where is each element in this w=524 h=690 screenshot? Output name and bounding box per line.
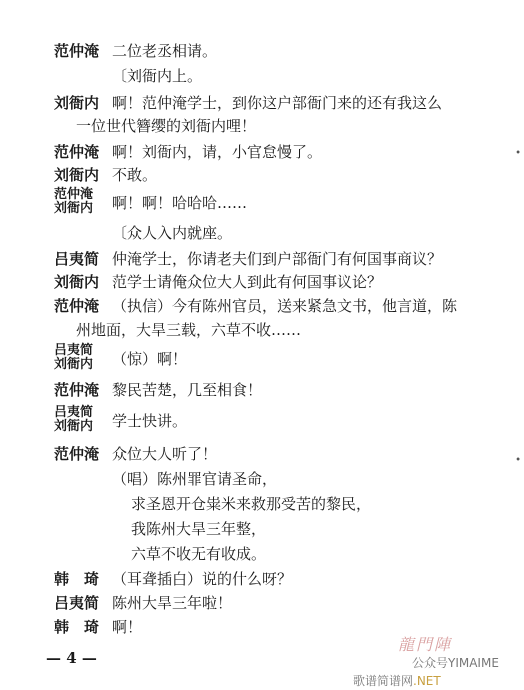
page-number: — 4 — [46,649,97,667]
dialogue-text: 仲淹学士，你请老夫们到户部衙门有何国事商议？ [112,250,443,268]
dialogue-text: 啊！范仲淹学士，到你这户部衙门来的还有我这么 [112,94,443,112]
stage-direction: 〔众人入内就座。 [112,224,233,242]
speaker-name: 范仲淹 [54,42,100,60]
speaker-name: 韩 琦 [54,570,100,588]
dialogue-text: 陈州大旱三年啦！ [112,594,233,612]
speaker-name: 范仲淹 [54,187,94,202]
dialogue-text: 众位大人听了！ [112,445,218,463]
speaker-pair [54,344,93,372]
watermark-url-prefix: 歌谱简谱网 [353,674,414,688]
watermark-url [353,672,441,689]
dialogue-text: 啊！啊！哈哈哈…… [112,194,248,212]
dialogue-text: 学士快讲。 [112,412,188,430]
speaker-name: 韩 琦 [54,618,100,636]
speaker-name: 刘衙内 [54,419,94,434]
watermark-site: 公众号YIMAIME [412,656,499,670]
speaker-name: 范仲淹 [54,297,100,315]
speaker-name: 刘衙内 [54,273,100,291]
verse-line: 求圣恩开仓粜米来救那受苦的黎民， [131,495,372,513]
dialogue-text: 二位老丞相请。 [112,42,218,60]
speaker-name: 刘衙内 [54,357,94,372]
dialogue-text: 啊！刘衙内，请，小官怠慢了。 [112,143,323,161]
dialogue-text: 范学士请俺众位大人到此有何国事议论？ [112,273,383,291]
scan-edge-mark: • [515,455,521,466]
speaker-name: 吕夷简 [54,250,100,268]
dialogue-continuation: 州地面，大旱三载，六草不收…… [76,321,302,339]
speaker-pair [54,188,93,216]
dialogue-text: （惊）啊！ [112,350,188,368]
dialogue-text: 啊！ [112,618,143,636]
speaker-name: 刘衙内 [54,201,94,216]
verse-line: （唱）陈州罪官请圣命， [112,470,278,488]
speaker-name: 吕夷简 [54,594,100,612]
dialogue-text: （执信）今有陈州官员，送来紧急文书，他言道，陈 [112,297,458,315]
speaker-name: 范仲淹 [54,445,100,463]
dialogue-text: 不敢。 [112,166,158,184]
dialogue-text: （耳聋插白）说的什么呀？ [112,570,293,588]
dialogue-text: 黎民苦楚，几至相食！ [112,381,263,399]
watermark-logo: 龍門陣 [398,635,453,654]
verse-line: 我陈州大旱三年整， [131,520,267,538]
speaker-name: 吕夷简 [54,343,94,358]
dialogue-continuation: 一位世代簪缨的刘衙内哩！ [76,117,257,135]
speaker-name: 刘衙内 [54,166,100,184]
speaker-name: 范仲淹 [54,381,100,399]
speaker-name: 刘衙内 [54,94,100,112]
speaker-name: 范仲淹 [54,143,100,161]
watermark-url-suffix: .NET [413,674,441,688]
speaker-pair [54,406,93,434]
speaker-name: 吕夷简 [54,405,94,420]
scan-edge-mark: • [515,148,521,159]
verse-line: 六草不收无有收成。 [131,545,267,563]
stage-direction: 〔刘衙内上。 [112,67,203,85]
